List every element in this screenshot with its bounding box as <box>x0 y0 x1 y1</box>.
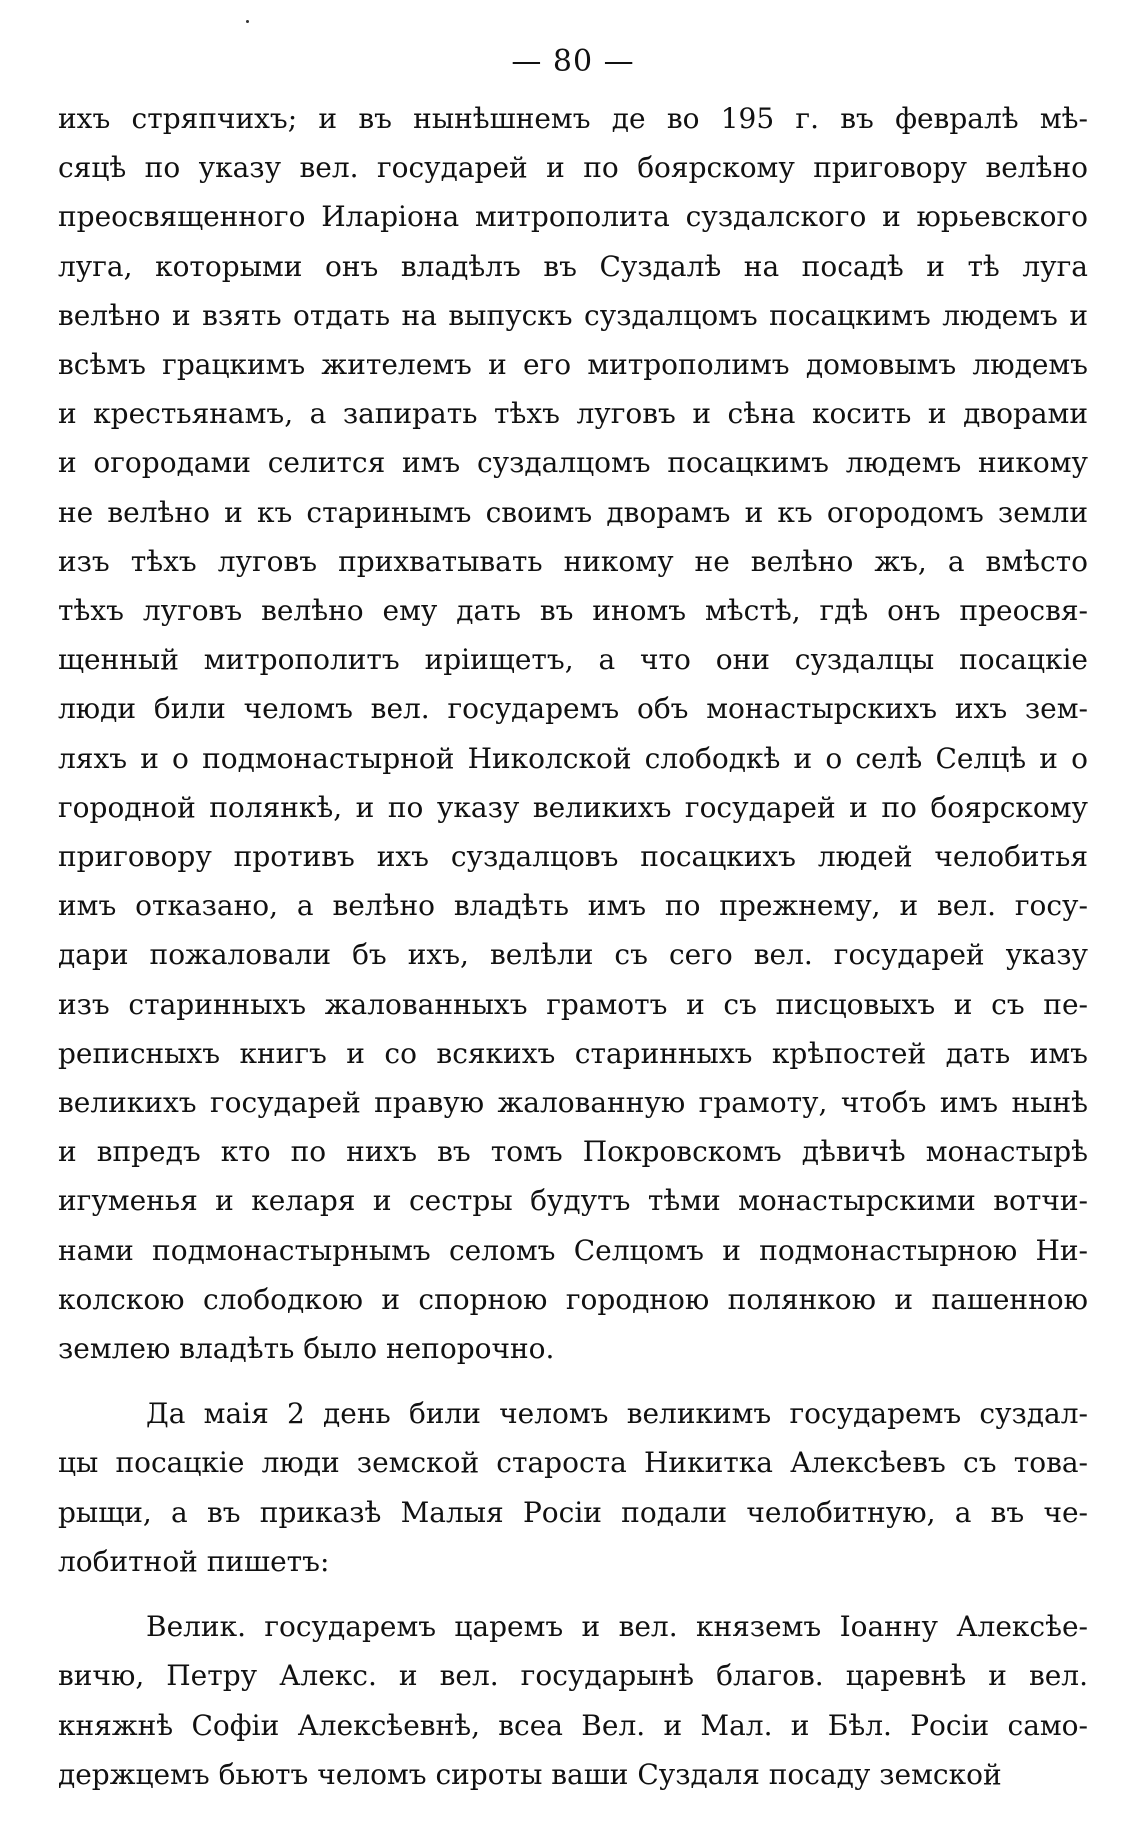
text-line: держцемъ бьютъ челомъ сироты ваши Суздаля посаду земской <box>58 1757 1002 1791</box>
text-line: колскою слободкою и спорною городною полянкою и пашенною <box>58 1282 1088 1316</box>
text-line: цы посацкіе люди земской староста Никитка Алексѣевъ съ това- <box>58 1446 1088 1480</box>
paragraph-gap <box>58 1373 1088 1389</box>
text-line: велѣно и взять отдать на выпускъ суздалцомъ посацкимъ людемъ и <box>58 298 1088 332</box>
text-line: и огородами селится имъ суздалцомъ посацкимъ людемъ никому <box>58 446 1088 480</box>
paragraph <box>58 1602 1088 1799</box>
text-line: ляхъ и о подмонастырной Николской слободкѣ и о селѣ Селцѣ и о <box>58 741 1088 775</box>
text-line: Велик. государемъ царемъ и вел. княземъ Іоанну Алексѣе- <box>146 1610 1088 1644</box>
text-line: нами подмонастырнымъ селомъ Селцомъ и подмонастырною Ни- <box>58 1233 1088 1267</box>
text-line: и впредъ кто по нихъ въ томъ Покровскомъ дѣвичѣ монастырѣ <box>58 1135 1088 1169</box>
text-line: рыщи, а въ приказѣ Малыя Росіи подали челобитную, а въ че- <box>58 1495 1088 1529</box>
paragraph <box>58 94 1088 1373</box>
text-line: великихъ государей правую жалованную грамоту, чтобъ имъ нынѣ <box>58 1086 1088 1120</box>
text-line: лобитной пишетъ: <box>58 1544 330 1578</box>
text-line: дари пожаловали бъ ихъ, велѣли съ сего вел. государей указу <box>58 938 1088 972</box>
stray-dot <box>246 20 249 23</box>
text-line: и крестьянамъ, а запирать тѣхъ луговъ и сѣна косить и дворами <box>58 397 1088 431</box>
text-line: Да маія 2 день били челомъ великимъ государемъ суздал- <box>146 1397 1088 1431</box>
document-page <box>58 40 1088 1799</box>
text-line: изъ тѣхъ луговъ прихватывать никому не велѣно жъ, а вмѣсто <box>58 544 1088 578</box>
text-line: землею владѣть было непорочно. <box>58 1332 555 1366</box>
paragraph-gap <box>58 1586 1088 1602</box>
text-line: изъ старинныхъ жалованныхъ грамотъ и съ писцовыхъ и съ пе- <box>58 987 1088 1021</box>
text-line: сяцѣ по указу вел. государей и по боярскому приговору велѣно <box>58 151 1088 185</box>
text-line: не велѣно и къ старинымъ своимъ дворамъ и къ огородомъ земли <box>58 495 1088 529</box>
text-line: ихъ стряпчихъ; и въ нынѣшнемъ де во 195 г. въ февралѣ мѣ- <box>58 102 1088 135</box>
text-line: городной полянкѣ, и по указу великихъ государей и по боярскому <box>58 790 1088 824</box>
text-line: тѣхъ луговъ велѣно ему дать въ иномъ мѣстѣ, гдѣ онъ преосвя- <box>58 594 1088 628</box>
paragraph <box>58 1389 1088 1586</box>
text-line: княжнѣ Софіи Алексѣевнѣ, всеа Вел. и Мал. и Бѣл. Росіи само- <box>58 1708 1088 1742</box>
text-line: преосвященного Иларіона митрополита суздалского и юрьевского <box>58 200 1088 234</box>
text-line: луга, которыми онъ владѣлъ въ Суздалѣ на посадѣ и тѣ луга <box>58 249 1088 283</box>
text-line: щенный митрополитъ иріищетъ, а что они суздалцы посацкіе <box>58 643 1088 677</box>
text-line: приговору противъ ихъ суздалцовъ посацкихъ людей челобитья <box>58 840 1088 874</box>
text-line: люди били челомъ вел. государемъ объ монастырскихъ ихъ зем- <box>58 692 1088 726</box>
text-line: реписныхъ книгъ и со всякихъ старинныхъ крѣпостей дать имъ <box>58 1036 1088 1070</box>
text-line: имъ отказано, а велѣно владѣть имъ по прежнему, и вел. госу- <box>58 889 1088 923</box>
text-line: вичю, Петру Алекс. и вел. государынѣ благов. царевнѣ и вел. <box>58 1659 1088 1693</box>
page-number: — 80 — <box>511 44 635 79</box>
text-body <box>58 94 1088 1799</box>
text-line: всѣмъ грацкимъ жителемъ и его митрополимъ домовымъ людемъ <box>58 348 1088 382</box>
text-line: игуменья и келаря и сестры будутъ тѣми монастырскими вотчи- <box>58 1184 1088 1218</box>
